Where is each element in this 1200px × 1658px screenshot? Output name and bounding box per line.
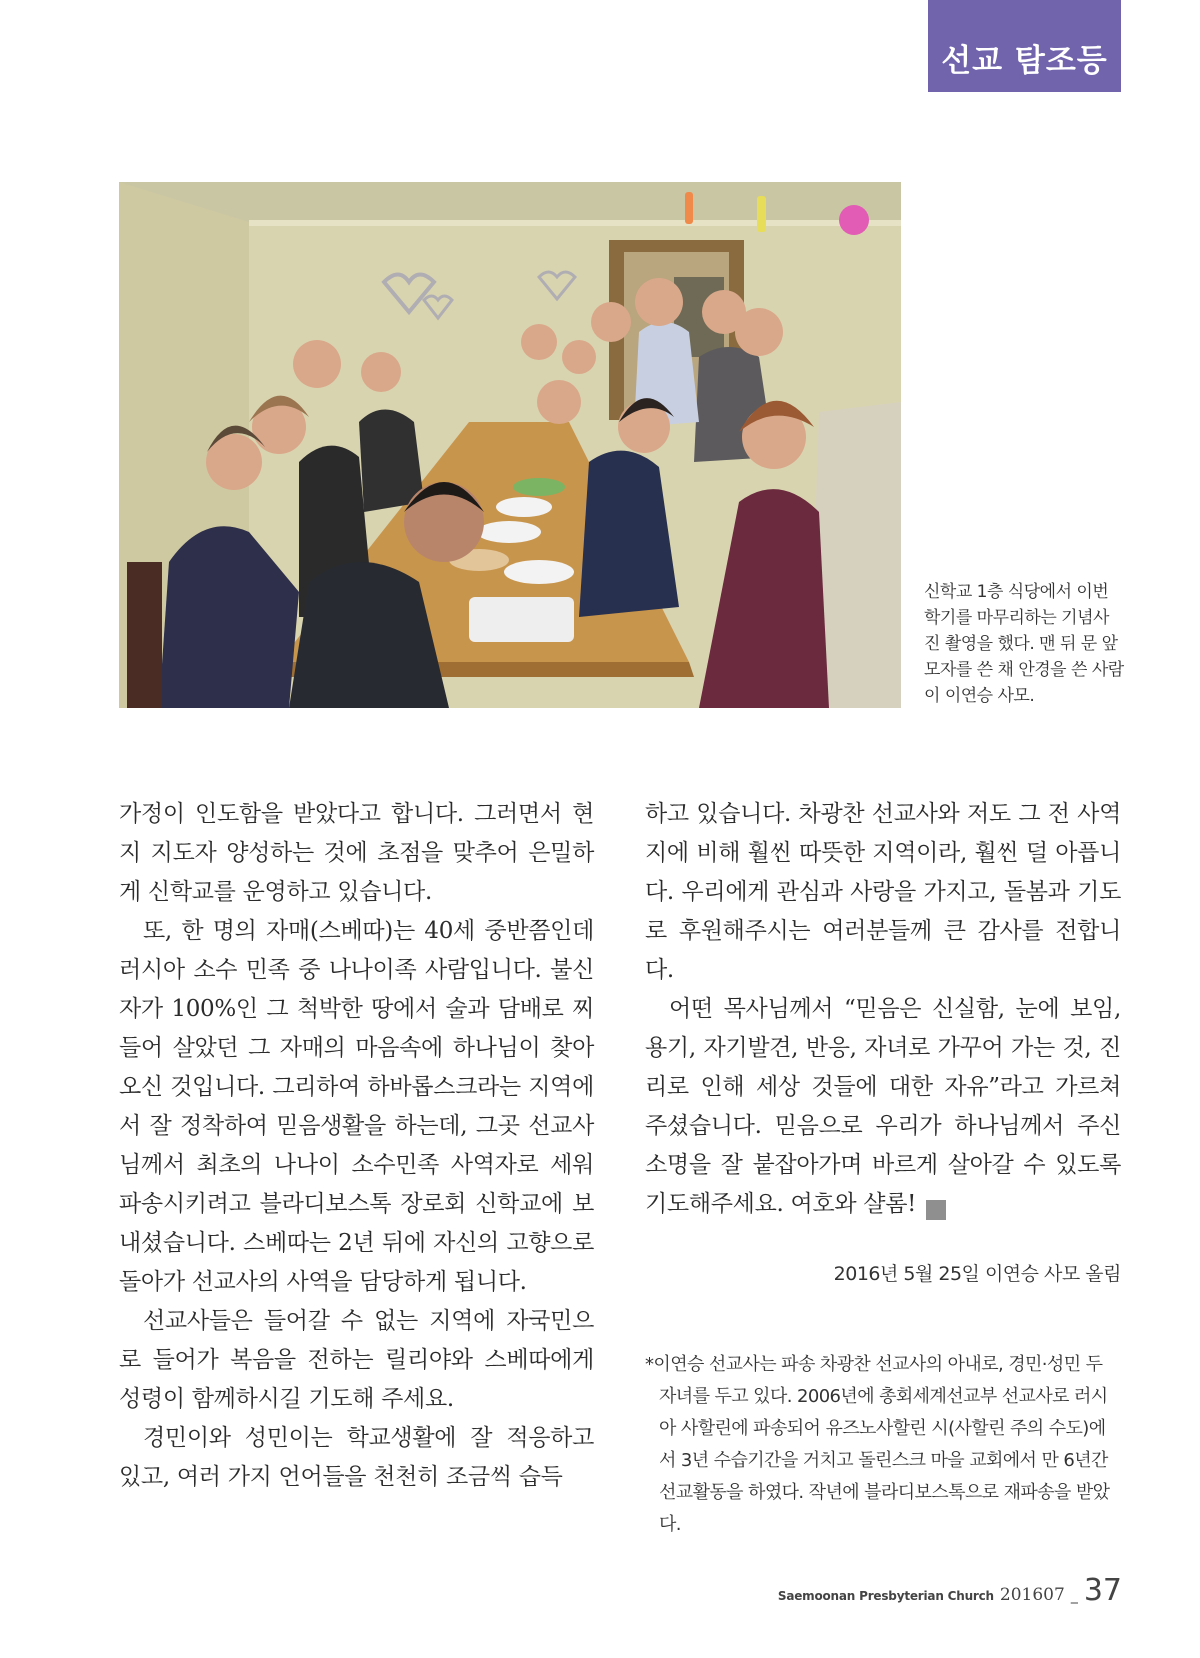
- page-number: 37: [1083, 1573, 1122, 1608]
- end-mark-icon: 새: [926, 1200, 946, 1220]
- photo-caption: 신학교 1층 식당에서 이번 학기를 마무리하는 기념사진 촬영을 했다. 맨 뒤 문 앞 모자를 쓴 채 안경을 쓴 사람이 이연승 사모.: [924, 582, 1124, 706]
- closing-text: 어떤 목사님께서 “믿음은 신실함, 눈에 보임, 용기, 자기발견, 반응, 자녀로 가꾸어 가는 것, 진리로 인해 세상 것들에 대한 자유”라고 가르쳐 주셨습니다. 믿음으로 우리가 하나님께서 주신 소명을 잘 붙잡아가며 바르게 살아갈 수 있도록 기도해주세요. 여호와 샬롬!: [645, 996, 1121, 1217]
- article-paragraph: 경민이와 성민이는 학교생활에 잘 적응하고 있고, 여러 가지 언어들을 천천히 조금씩 습득: [119, 1425, 594, 1490]
- page-footer: [778, 1573, 1122, 1608]
- footer-separator: _: [1070, 1588, 1078, 1604]
- article-paragraph: 가정이 인도함을 받았다고 합니다. 그러면서 현지 지도자 양성하는 것에 초점을 맞추어 은밀하게 신학교를 운영하고 있습니다.: [119, 801, 594, 905]
- author-footnote: *이연승 선교사는 파송 차광찬 선교사의 아내로, 경민·성민 두 자녀를 두고 있다. 2006년에 총회세계선교부 선교사로 러시아 사할린에 파송되어 유즈노사할린 시(사할린 주의 수도)에서 3년 수습기간을 거치고 돌린스크 마을 교회에서 만 6년간 선교활동을 하였다. 작년에 블라디보스톡으로 재파송을 받았다.: [645, 1354, 1110, 1535]
- article-column-right: [645, 795, 1121, 1224]
- group-photo-illustration: [119, 182, 901, 708]
- article-paragraph: 선교사들은 들어갈 수 없는 지역에 자국민으로 들어가 복음을 전하는 릴리야와 스베따에게 성령이 함께하시길 기도해 주세요.: [119, 1308, 594, 1412]
- article-paragraph: 또, 한 명의 자매(스베따)는 40세 중반쯤인데 러시아 소수 민족 중 나나이족 사람입니다. 불신자가 100%인 그 척박한 땅에서 술과 담배로 찌들어 살았던 그 자매의 마음속에 하나님이 찾아오신 것입니다. 그리하여 하바롭스크라는 지역에서 잘 정착하여 믿음생활을 하는데, 그곳 선교사님께서 최초의 나나이 소수민족 사역자로 세워 파송시키려고 블라디보스톡 장로회 신학교에 보내셨습니다. 스베따는 2년 뒤에 자신의 고향으로 돌아가 선교사의 사역을 담당하게 됩니다.: [119, 918, 594, 1295]
- article-paragraph: 하고 있습니다. 차광찬 선교사와 저도 그 전 사역지에 비해 훨씬 따뜻한 지역이라, 훨씬 덜 아픕니다. 우리에게 관심과 사랑을 가지고, 돌봄과 기도로 후원해주시는 여러분들께 큰 감사를 전합니다.: [645, 801, 1121, 983]
- footer-church-name: Saemoonan Presbyterian Church: [777, 1589, 994, 1603]
- article-column-left: [119, 795, 594, 1497]
- footer-issue: 201607: [999, 1585, 1065, 1605]
- section-label: 선교 탐조등: [941, 43, 1108, 79]
- section-tab: [928, 0, 1121, 92]
- group-photo: [119, 182, 901, 708]
- article-paragraph-closing: [645, 990, 1121, 1224]
- article-signoff: 2016년 5월 25일 이연승 사모 올림: [833, 1263, 1121, 1285]
